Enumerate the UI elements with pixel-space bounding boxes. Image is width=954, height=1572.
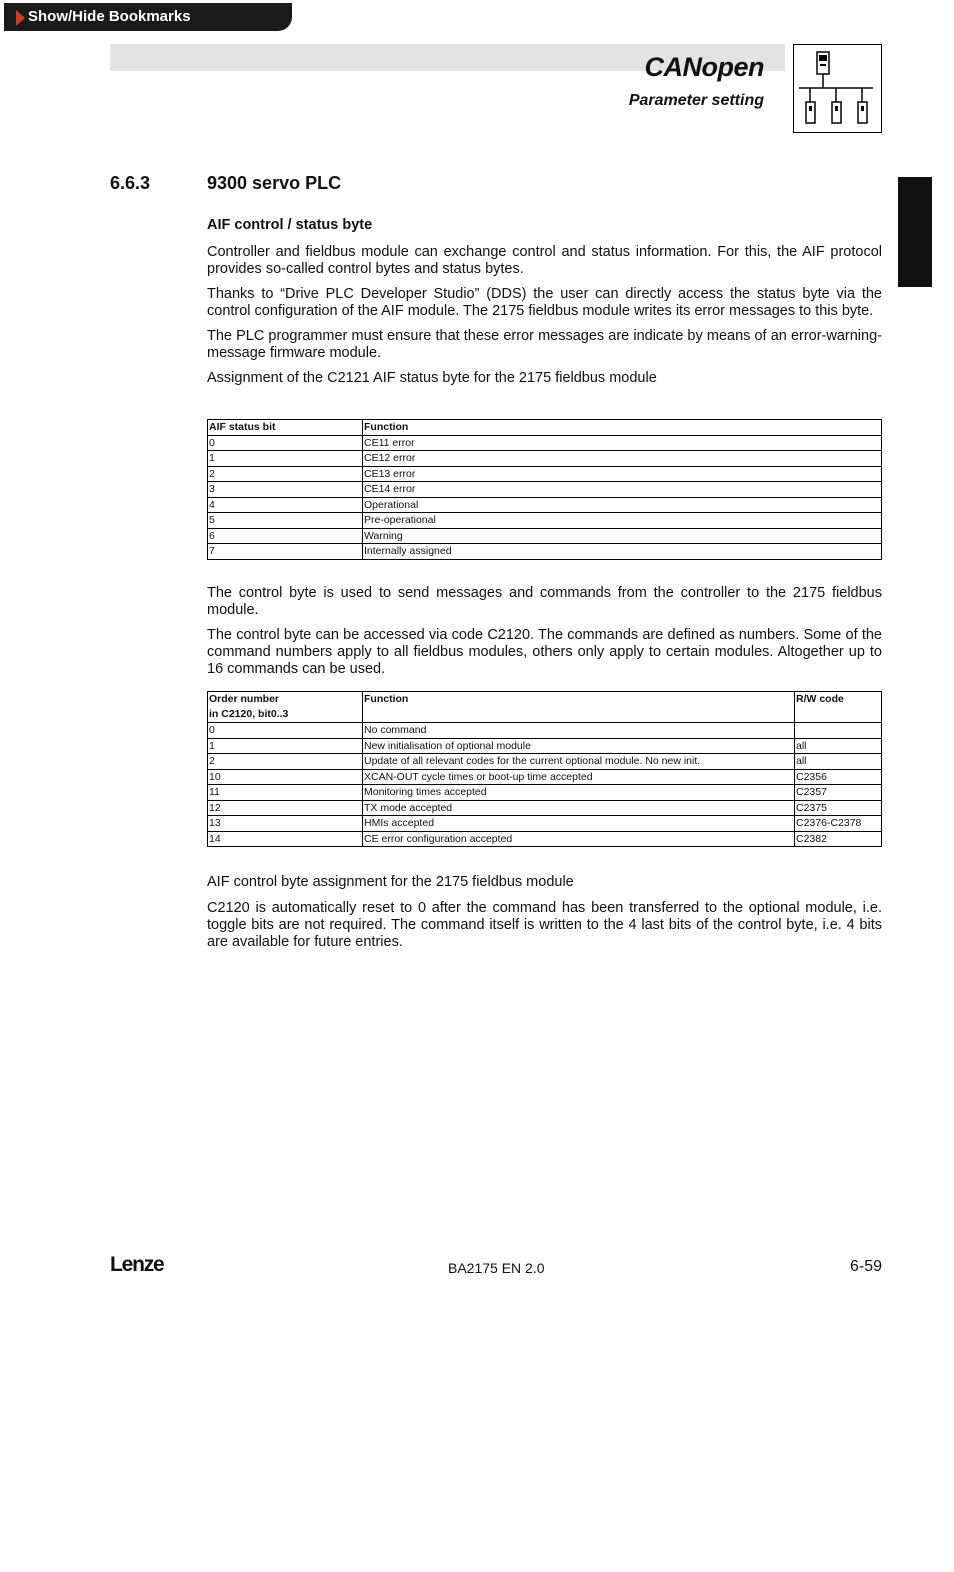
table-cell: Operational (363, 497, 882, 513)
table-cell: CE11 error (363, 435, 882, 451)
table-cell: 0 (208, 723, 363, 739)
table-cell: Update of all relevant codes for the current optional module. No new init. (363, 754, 795, 770)
body-block-3 (207, 874, 882, 951)
table-row (208, 435, 882, 451)
body-block-1 (207, 217, 882, 387)
table-row (208, 831, 882, 847)
table-cell: No command (363, 723, 795, 739)
triangle-right-icon (16, 10, 25, 26)
subheading: AIF control / status byte (207, 217, 373, 233)
table-cell: 0 (208, 435, 363, 451)
table-cell: 13 (208, 816, 363, 832)
paragraph: Thanks to “Drive PLC Developer Studio” (DDS) the user can directly access the status byte via the control configuration of the AIF module. The 2175 fieldbus module writes its error messages to this byte. (207, 286, 882, 319)
table-cell: C2376-C2378 (795, 816, 882, 832)
table-row (208, 800, 882, 816)
table-cell: HMIs accepted (363, 816, 795, 832)
column-header: Function (363, 692, 795, 723)
table-cell: all (795, 754, 882, 770)
table-row (208, 513, 882, 529)
table-cell: 3 (208, 482, 363, 498)
header-subtitle: Parameter setting (628, 92, 764, 109)
table-cell: C2356 (795, 769, 882, 785)
table-cell: C2357 (795, 785, 882, 801)
header-title: CANopen (644, 52, 764, 82)
table-cell: CE13 error (363, 466, 882, 482)
table-cell: Pre-operational (363, 513, 882, 529)
body-block-2 (207, 585, 882, 678)
show-hide-bookmarks-button[interactable] (4, 3, 292, 31)
table-cell: 1 (208, 451, 363, 467)
table-cell: New initialisation of optional module (363, 738, 795, 754)
table-row (208, 451, 882, 467)
paragraph: Controller and fieldbus module can exchange control and status information. For this, the AIF protocol provides so-called control bytes and status bytes. (207, 244, 882, 277)
table-cell: all (795, 738, 882, 754)
table-cell: 7 (208, 544, 363, 560)
lenze-logo: Lenze (110, 1253, 164, 1276)
table-cell: Internally assigned (363, 544, 882, 560)
table-caption: AIF control byte assignment for the 2175 fieldbus module (207, 874, 574, 890)
table-cell: TX mode accepted (363, 800, 795, 816)
table-cell: Warning (363, 528, 882, 544)
paragraph: The control byte can be accessed via code C2120. The commands are defined as numbers. Some of the command numbers apply to all fieldbus modules, others only apply to certain modules. Altogether up to 16 commands can be used. (207, 627, 882, 677)
table-cell: 12 (208, 800, 363, 816)
document-id: BA2175 EN 2.0 (448, 1260, 545, 1276)
table-caption: Assignment of the C2121 AIF status byte for the 2175 fieldbus module (207, 370, 657, 386)
table-row (208, 769, 882, 785)
table-cell: 6 (208, 528, 363, 544)
column-header-line: Order number (209, 693, 280, 705)
column-header-line: in C2120, bit0..3 (209, 707, 289, 720)
table-cell: 2 (208, 466, 363, 482)
table-cell: XCAN-OUT cycle times or boot-up time accepted (363, 769, 795, 785)
table-header-row (208, 692, 882, 723)
table-cell: CE error configuration accepted (363, 831, 795, 847)
table-cell: 10 (208, 769, 363, 785)
table-header-row (208, 420, 882, 436)
column-header (208, 692, 363, 723)
table-cell: 14 (208, 831, 363, 847)
table-row (208, 754, 882, 770)
table-row (208, 738, 882, 754)
network-bus-icon (793, 44, 882, 133)
status-bit-table (207, 419, 882, 560)
column-header: R/W code (795, 692, 882, 723)
table-cell: C2382 (795, 831, 882, 847)
table-cell: Monitoring times accepted (363, 785, 795, 801)
column-header: AIF status bit (208, 420, 363, 436)
table-cell: CE14 error (363, 482, 882, 498)
table-cell: 11 (208, 785, 363, 801)
table-row (208, 544, 882, 560)
column-header: Function (363, 420, 882, 436)
table-cell: C2375 (795, 800, 882, 816)
section-number: 6.6.3 (110, 173, 151, 193)
table-row (208, 785, 882, 801)
table-row (208, 497, 882, 513)
table-cell (795, 723, 882, 739)
table-cell: 1 (208, 738, 363, 754)
table-cell: 2 (208, 754, 363, 770)
paragraph: The PLC programmer must ensure that these error messages are indicate by means of an error-warning-message firmware module. (207, 328, 882, 361)
paragraph: C2120 is automatically reset to 0 after the command has been transferred to the optional module, i.e. toggle bits are not required. The command itself is written to the 4 last bits of the control byte, i.e. 4 bits are available for future entries. (207, 900, 882, 950)
table-row (208, 482, 882, 498)
chapter-tab-marker (898, 177, 932, 287)
table-cell: CE12 error (363, 451, 882, 467)
table-cell: 5 (208, 513, 363, 529)
table-row (208, 723, 882, 739)
table-row (208, 466, 882, 482)
table-row (208, 528, 882, 544)
control-command-table (207, 691, 882, 847)
page-number: 6-59 (849, 1258, 882, 1275)
section-title: 9300 servo PLC (207, 173, 342, 193)
table-cell: 4 (208, 497, 363, 513)
paragraph: The control byte is used to send messages and commands from the controller to the 2175 fieldbus module. (207, 585, 882, 618)
table-row (208, 816, 882, 832)
bookmarks-button-label: Show/Hide Bookmarks (28, 8, 191, 25)
